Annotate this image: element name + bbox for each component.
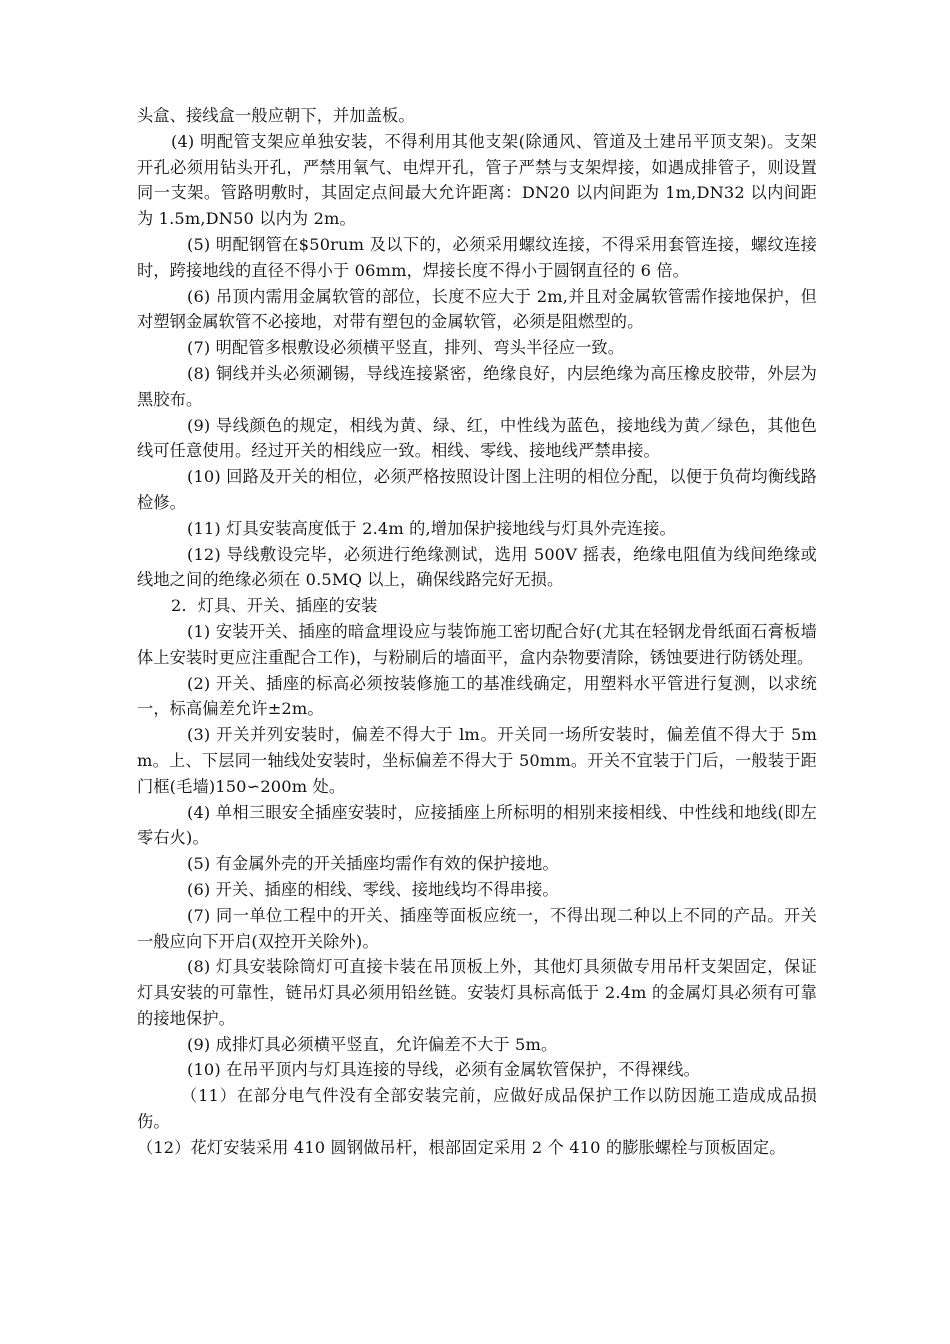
paragraph-item-2-elevation: (2) 开关、插座的标高必须按装修施工的基准线确定，用塑料水平管进行复测，以求统一，标高偏差允许±2m。 bbox=[137, 673, 817, 719]
paragraph-item-12-insulation-test: (12) 导线敷设完毕，必须进行绝缘测试，选用 500V 摇表，绝缘电阻值为线间绝缘或线地之间的绝缘必须在 0.5MQ 以上，确保线路完好无损。 bbox=[137, 544, 817, 590]
paragraph-item-9-fixture-alignment: (9) 成排灯具必须横平竖直，允许偏差不大于 5m。 bbox=[187, 1034, 558, 1054]
paragraph-item-3-parallel-switches: (3) 开关并列安装时，偏差不得大于 lm。开关同一场所安装时，偏差值不得大于 5mm。上、下层同一轴线处安装时，坐标偏差不得大于 50mm。开关不宜装于门后，一般装于距门框(毛墙)150∽200m 处。 bbox=[137, 725, 817, 796]
paragraph-continuation: 头盒、接线盒一般应朝下，并加盖板。 bbox=[137, 106, 415, 125]
paragraph-item-6-no-series-connection: (6) 开关、插座的相线、零线、接地线均不得串接。 bbox=[187, 879, 559, 899]
paragraph-item-5-metal-housing-ground: (5) 有金属外壳的开关插座均需作有效的保护接地。 bbox=[187, 854, 559, 874]
paragraph-item-5-steel-conduit: (5) 明配钢管在$50rum 及以下的，必须采用螺纹连接，不得采用套管连接，螺纹连接时，跨接地线的直径不得小于 06mm，焊接长度不得小于圆钢直径的 6 倍。 bbox=[137, 234, 817, 280]
paragraph-item-7-uniform-panels: (7) 同一单位工程中的开关、插座等面板应统一，不得出现二种以上不同的产品。开关一般应向下开启(双控开关除外)。 bbox=[137, 905, 817, 951]
paragraph-item-1-box-installation: (1) 安装开关、插座的暗盒埋设应与装饰施工密切配合好(尤其在轻钢龙骨纸面石膏板墙体上安装时更应注重配合工作)，与粉刷后的墙面平，盒内杂物要清除，锈蚀要进行防锈处理。 bbox=[137, 621, 817, 667]
paragraph-item-10-ceiling-wiring: (10) 在吊平顶内与灯具连接的导线，必须有金属软管保护，不得裸线。 bbox=[187, 1060, 700, 1080]
paragraph-item-8-fixture-mounting: (8) 灯具安装除筒灯可直接卡装在吊顶板上外，其他灯具须做专用吊杆支架固定，保证灯具安装的可靠性，链吊灯具必须用铅丝链。安装灯具标高低于 2.4m 的金属灯具必须有可靠的接地保护。 bbox=[137, 957, 817, 1028]
paragraph-item-6-flexible-conduit: (6) 吊顶内需用金属软管的部位，长度不应大于 2m,并且对金属软管需作接地保护，但对塑钢金属软管不必接地，对带有塑包的金属软管，必须是阻燃型的。 bbox=[137, 286, 817, 332]
paragraph-item-9-wire-colors: (9) 导线颜色的规定，相线为黄、绿、红，中性线为蓝色，接地线为黄／绿色，其他色线可任意使用。经过开关的相线应一致。相线、零线、接地线严禁串接。 bbox=[137, 415, 817, 461]
paragraph-item-11-fixture-height: (11) 灯具安装高度低于 2.4m 的,增加保护接地线与灯具外壳连接。 bbox=[187, 518, 676, 538]
section-heading-fixtures-switches-sockets: 2．灯具、开关、插座的安装 bbox=[171, 596, 378, 616]
paragraph-item-12-chandelier-installation: （12）花灯安装采用 410 圆钢做吊杆，根部固定采用 2 个 410 的膨胀螺栓与顶板固定。 bbox=[137, 1137, 786, 1157]
paragraph-item-7-multiple-conduits: (7) 明配管多根敷设必须横平竖直，排列、弯头半径应一致。 bbox=[187, 338, 625, 358]
paragraph-item-4-three-pin-socket: (4) 单相三眼安全插座安装时，应接插座上所标明的相别来接相线、中性线和地线(即左零右火)。 bbox=[137, 802, 817, 848]
paragraph-item-8-copper-splice: (8) 铜线并头必须涮锡，导线连接紧密，绝缘良好，内层绝缘为高压橡皮胶带，外层为黑胶布。 bbox=[137, 363, 817, 409]
document-body bbox=[137, 103, 817, 1161]
paragraph-item-10-circuit-phase: (10) 回路及开关的相位，必须严格按照设计图上注明的相位分配，以便于负荷均衡线路检修。 bbox=[137, 467, 817, 512]
paragraph-item-4-conduit-support: (4) 明配管支架应单独安装，不得利用其他支架(除通风、管道及土建吊平顶支架)。支架开孔必须用钻头开孔，严禁用氧气、电焊开孔，管子严禁与支架焊接，如遇成排管子，则设置同一支架。管路明敷时，其固定点间最大允许距离：DN20 以内间距为 1m,DN32 以内间距为 1.5m,DN50 以内为 2m。 bbox=[137, 131, 817, 229]
paragraph-item-11-finished-product-protection: （11）在部分电气件没有全部安装完前，应做好成品保护工作以防因施工造成成品损伤。 bbox=[137, 1086, 817, 1132]
